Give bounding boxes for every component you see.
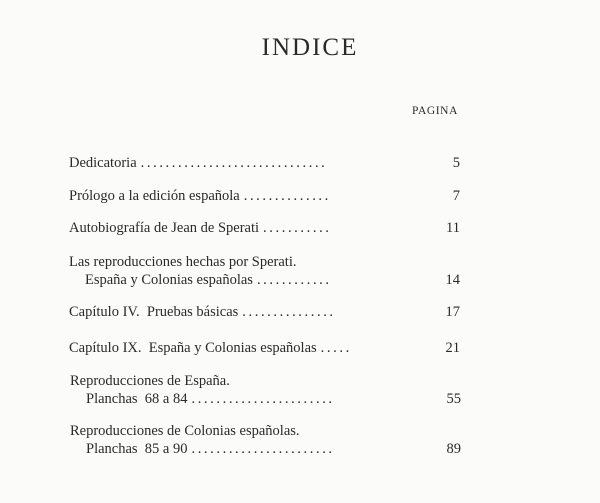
toc-entry-title: Capítulo IX. España y Colonias españolas <box>69 340 317 356</box>
toc-page-number: 14 <box>445 272 460 288</box>
toc-line <box>70 422 461 440</box>
toc-entry-capitulo-ix <box>69 339 460 357</box>
toc-entry-subtitle: Planchas 85 a 90 <box>86 441 188 457</box>
toc-page-number: 21 <box>445 340 460 356</box>
toc-line <box>70 390 461 408</box>
toc-entry-title: Las reproducciones hechas por Sperati. <box>69 254 297 270</box>
toc-entry-subtitle: Planchas 68 a 84 <box>86 391 188 407</box>
dot-leader: ....................... <box>191 441 335 457</box>
toc-line <box>69 303 460 321</box>
toc-page-number: 5 <box>452 155 460 171</box>
toc-line <box>69 219 460 237</box>
toc-page-number: 89 <box>446 441 461 457</box>
toc-entry-autobiografia <box>69 219 460 237</box>
toc-line <box>69 154 460 172</box>
toc-entry-title: Capítulo IV. Pruebas básicas <box>69 304 239 320</box>
toc-line <box>69 187 460 205</box>
toc-page-number: 11 <box>446 220 460 236</box>
toc-entry-capitulo-iv <box>69 303 460 321</box>
toc-line <box>69 271 460 289</box>
toc-entry-reproducciones-espana <box>70 372 461 408</box>
toc-page-number: 17 <box>445 304 460 320</box>
dot-leader: .............. <box>243 188 331 204</box>
toc-line <box>69 339 460 357</box>
toc-line <box>69 253 460 271</box>
toc-entry-dedicatoria <box>69 154 460 172</box>
dot-leader: ..... <box>320 340 352 356</box>
page-title: INDICE <box>261 34 359 61</box>
toc-entry-subtitle: España y Colonias españolas <box>85 272 253 288</box>
dot-leader: ........... <box>263 220 332 236</box>
dot-leader: ............... <box>242 304 336 320</box>
toc-entry-prologo <box>69 187 460 205</box>
toc-entry-title: Prólogo a la edición española <box>69 188 240 204</box>
toc-entry-title: Reproducciones de Colonias españolas. <box>70 423 300 439</box>
dot-leader: .............................. <box>140 155 328 171</box>
toc-page-number: 7 <box>452 188 460 204</box>
toc-entry-title: Reproducciones de España. <box>70 373 230 389</box>
toc-page-number: 55 <box>446 391 461 407</box>
toc-entry-title: Autobiografía de Jean de Sperati <box>69 220 260 236</box>
page-column-header: PAGINA <box>412 105 458 117</box>
dot-leader: ....................... <box>191 391 335 407</box>
toc-entry-reproducciones-colonias <box>70 422 461 458</box>
toc-line <box>70 440 461 458</box>
toc-entry-reproducciones-sperati <box>69 253 460 289</box>
toc-entry-title: Dedicatoria <box>69 155 137 171</box>
dot-leader: ............ <box>256 272 332 288</box>
toc-line <box>70 372 461 390</box>
